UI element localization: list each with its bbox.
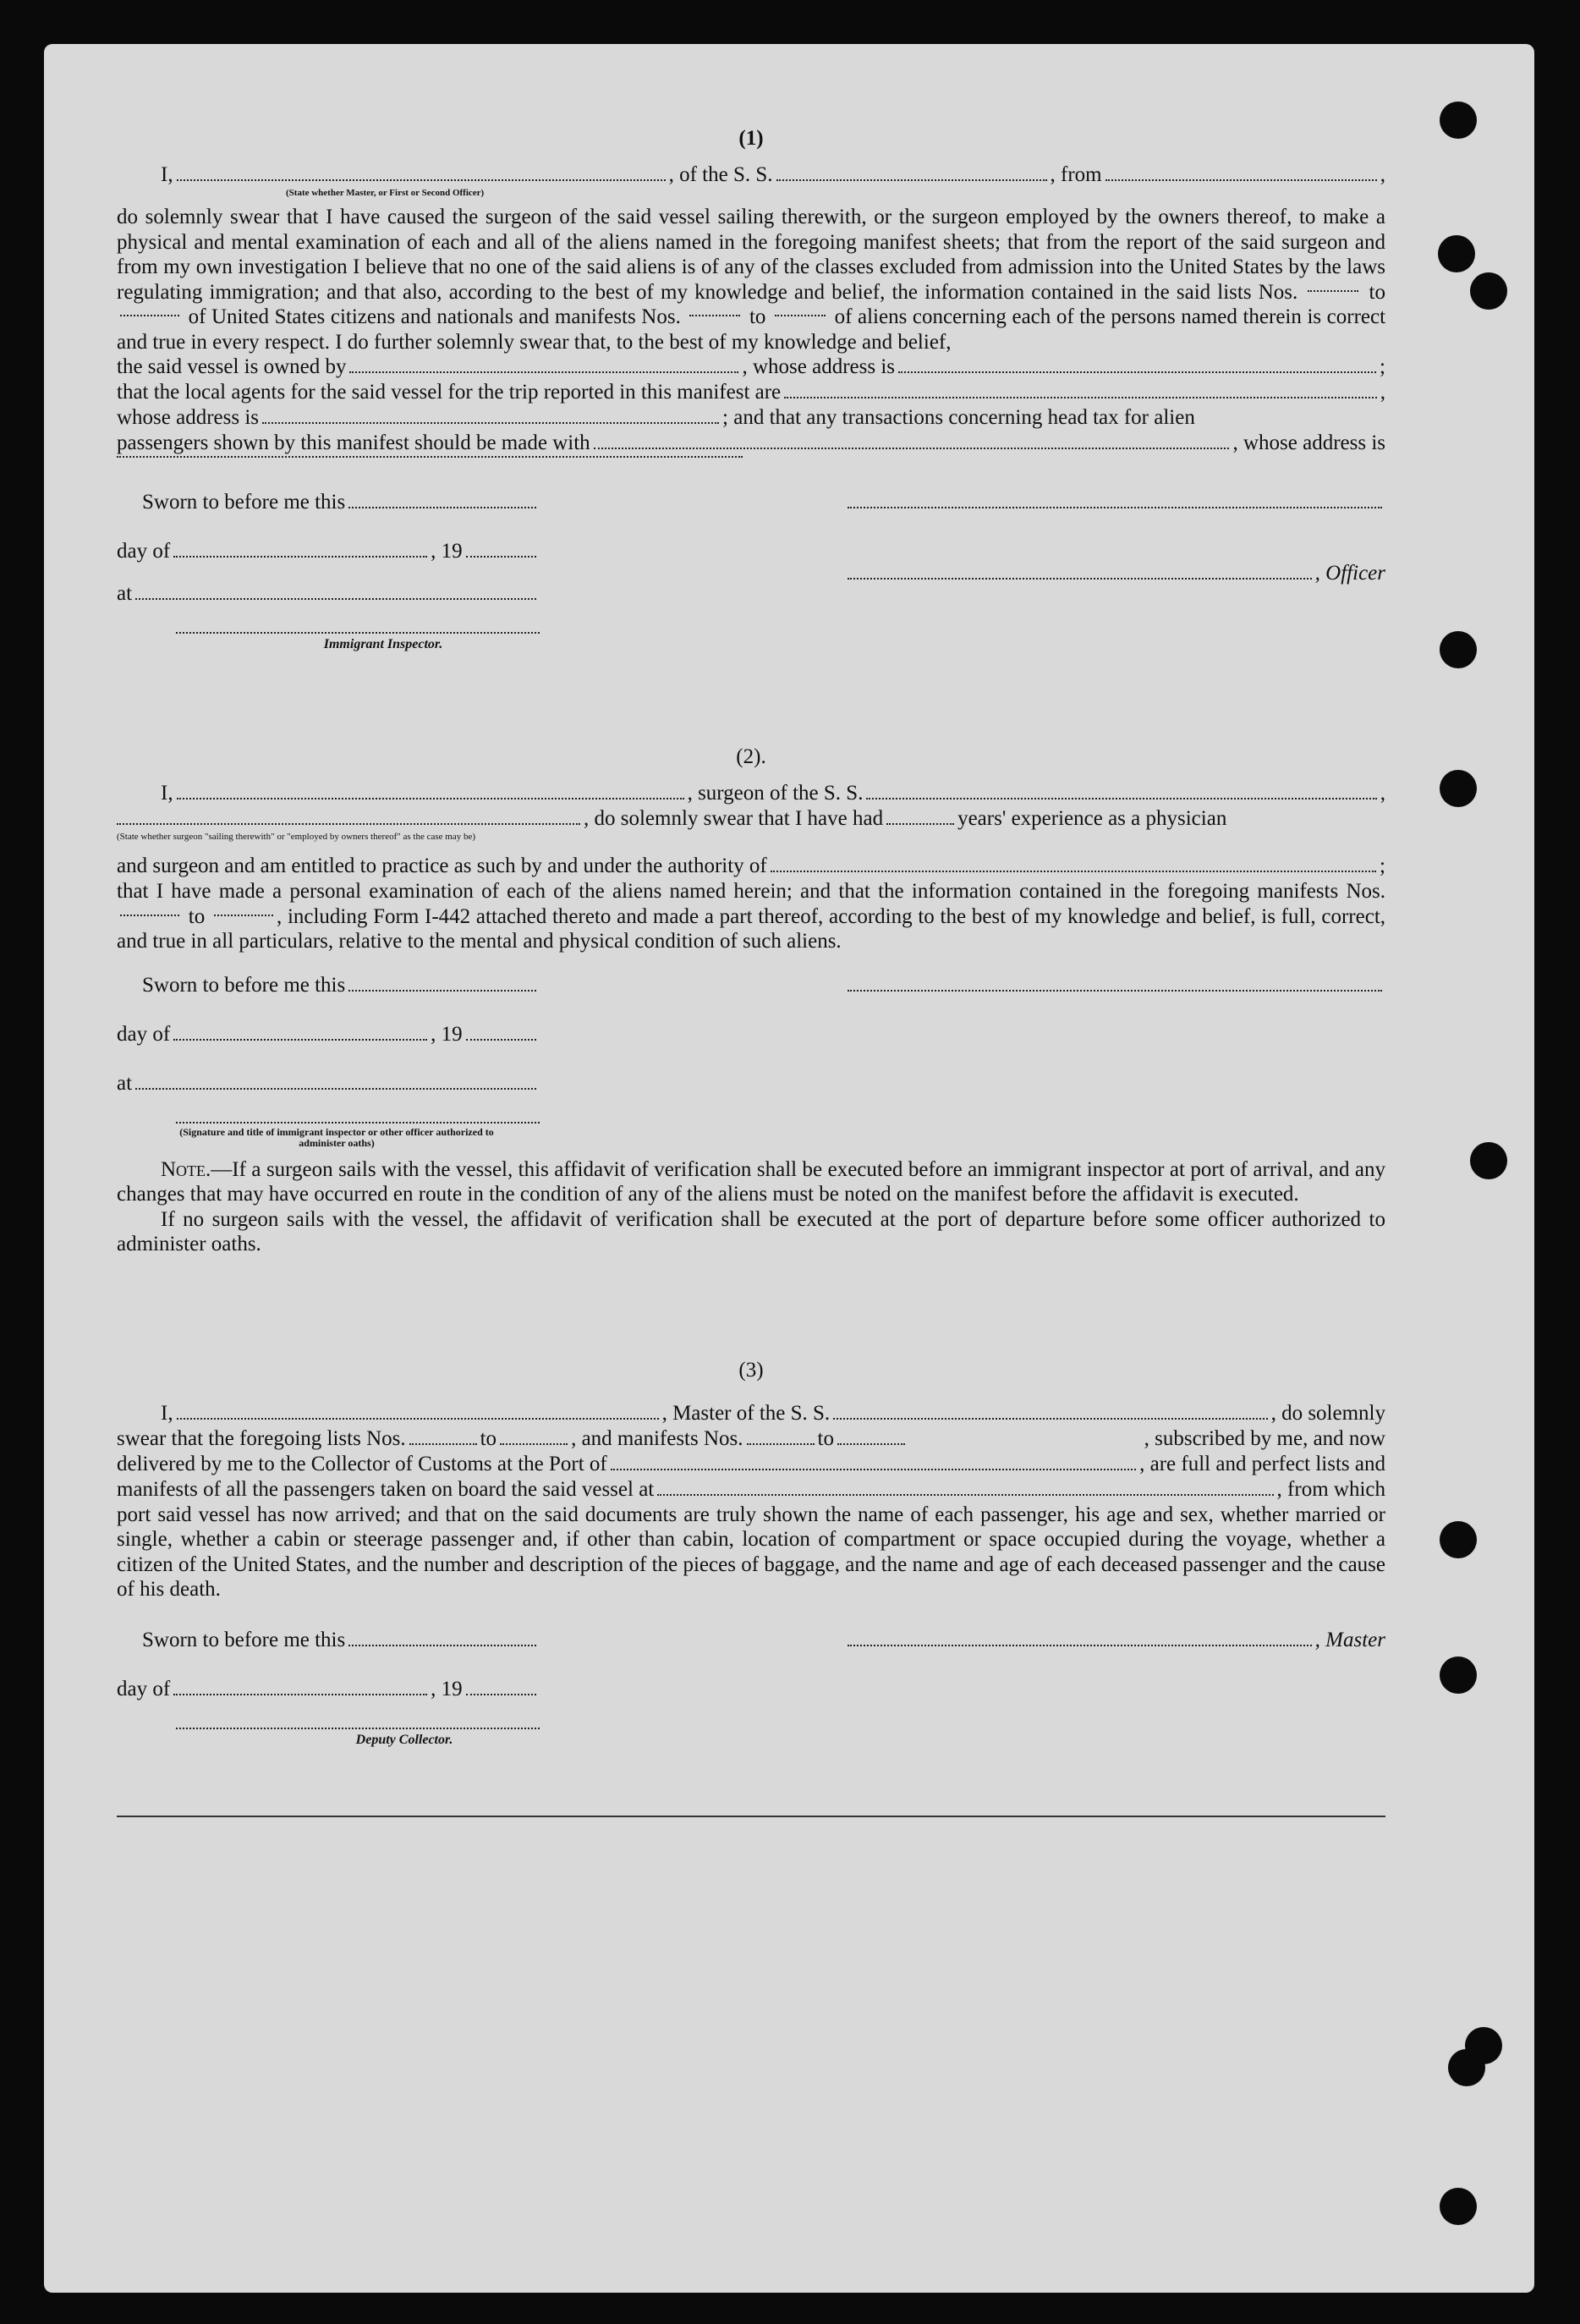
sworn-day-field-2[interactable] xyxy=(348,990,536,992)
authority-field[interactable] xyxy=(771,871,1376,872)
section-2-number: (2). xyxy=(736,745,766,768)
deputy-collector-caption: Deputy Collector. xyxy=(355,1732,453,1747)
vessel-name-field[interactable] xyxy=(776,179,1047,181)
head-tax-agent-field[interactable] xyxy=(594,448,1230,449)
punch-hole xyxy=(1440,1521,1477,1558)
punch-hole xyxy=(1440,631,1477,668)
month-field-3[interactable] xyxy=(173,1694,427,1695)
sworn-day-field[interactable] xyxy=(348,507,536,508)
master-manifests-to-field[interactable] xyxy=(837,1443,905,1445)
master-vessel-field[interactable] xyxy=(833,1418,1267,1420)
section-1-at-row: at xyxy=(117,581,540,607)
section-2-oath-text: that I have made a personal examination of each of the aliens named herein; and that the information contained in the foregoing manifests Nos. to , including Form I-442 attached thereto and made a part thereof, according to the best of my knowledge and belief, is full, correct, and true in all particulars, relative to the mental and physical condition of such aliens. xyxy=(117,880,1386,953)
section-2-years-line: , do solemnly swear that I have had years' experience as a physician xyxy=(117,806,1385,832)
agents-line: that the local agents for the said vessel for the trip reported in this manifest are , xyxy=(117,381,1385,404)
master-name-field[interactable] xyxy=(177,1418,659,1420)
section-3-number: (3) xyxy=(738,1358,764,1382)
section-1-day-of-row: day of , 19 xyxy=(117,539,540,564)
collector-port-field[interactable] xyxy=(611,1469,1136,1470)
lists-to-field[interactable] xyxy=(120,315,179,316)
master-manifests-from-field[interactable] xyxy=(747,1443,815,1445)
surgeon-name-field[interactable] xyxy=(177,798,684,799)
place-field[interactable] xyxy=(135,598,536,600)
master-signature-field[interactable] xyxy=(848,1645,1312,1646)
officer-name-field[interactable] xyxy=(177,179,666,181)
deputy-collector-block xyxy=(117,1728,540,1748)
footer-rule xyxy=(117,1816,1385,1817)
head-tax-address-line xyxy=(117,456,1385,464)
officer-title-field[interactable] xyxy=(848,578,1312,580)
section-1-officer-row: , Officer xyxy=(117,561,1385,586)
section-2-at-row: at xyxy=(117,1071,540,1096)
inspector-signature-block xyxy=(117,632,540,652)
agents-field[interactable] xyxy=(784,397,1377,398)
section-3-day-of-row: day of , 19 xyxy=(117,1677,540,1702)
section-1-oath-text: do solemnly swear that I have caused the surgeon of the said vessel sailing therewith, or the surgeon employed by the owners thereof, to make a physical and mental examination of each and all of the aliens named in the foregoing manifest sheets; that from the report of the said surgeon and from my own investigation I believe that no one of the said aliens is of any of the classes excluded from admission into the United States by the laws regulating immigration; and that also, according to the best of my knowledge and belief, the information contained in the said lists Nos. to of United States citizens and nationals and manifests Nos. to of aliens concerning each of the persons named therein is correct and true in every respect. I do further solemnly swear that, to the best of my knowledge and belief, xyxy=(117,206,1386,354)
punch-hole xyxy=(1470,1142,1507,1179)
year-field-3[interactable] xyxy=(466,1694,536,1695)
deputy-collector-signature-field[interactable] xyxy=(176,1728,540,1729)
owner-address-field[interactable] xyxy=(898,371,1376,373)
surgeon-status-field[interactable] xyxy=(117,823,580,825)
manifests-to-field[interactable] xyxy=(775,315,826,316)
month-field-2[interactable] xyxy=(173,1039,427,1041)
section-1-officer-line: I, , of the S. S. , from , xyxy=(161,163,1385,186)
section-3-boarding-line: manifests of all the passengers taken on board the said vessel at , from which xyxy=(117,1477,1385,1501)
oath-officer-signature-block xyxy=(117,1122,540,1149)
surgeon-hint: (State whether surgeon "sailing therewith" or "employed by owners thereof" as the case may be) xyxy=(117,832,476,842)
surgeon-signature-field[interactable] xyxy=(848,990,1382,992)
boarding-port-field[interactable] xyxy=(657,1494,1273,1496)
officer-signature-field[interactable] xyxy=(848,507,1382,508)
section-2-sworn-row: Sworn to before me this xyxy=(117,973,1385,998)
lists-from-field[interactable] xyxy=(1308,290,1358,292)
section-3-port-line: delivered by me to the Collector of Customs at the Port of , are full and perfect lists and xyxy=(117,1452,1385,1475)
year-field[interactable] xyxy=(466,556,536,558)
year-field-2[interactable] xyxy=(466,1039,536,1041)
head-tax-line: passengers shown by this manifest should be made with , whose address is xyxy=(117,431,1385,454)
master-lists-from-field[interactable] xyxy=(409,1443,477,1445)
owner-line: the said vessel is owned by , whose address is ; xyxy=(117,355,1385,378)
section-1-sworn-row: Sworn to before me this xyxy=(117,490,1385,515)
punch-hole xyxy=(1440,2188,1477,2225)
section-3-lists-line: swear that the foregoing lists Nos. to , and manifests Nos. to , subscribed by me, and now xyxy=(117,1426,1385,1450)
years-field[interactable] xyxy=(886,823,954,825)
oath-officer-caption: (Signature and title of immigrant inspector or other officer authorized to administer oaths) xyxy=(179,1125,494,1149)
section-3-sworn-row: Sworn to before me this , Master xyxy=(142,1628,1385,1651)
month-field[interactable] xyxy=(173,556,427,558)
surgeon-vessel-field[interactable] xyxy=(866,798,1376,799)
surgeon-manifests-from-field[interactable] xyxy=(120,915,179,916)
surgeon-manifests-to-field[interactable] xyxy=(214,915,273,916)
section-1-number: (1) xyxy=(738,127,764,150)
inspector-signature-field[interactable] xyxy=(176,632,540,634)
sworn-day-field-3[interactable] xyxy=(348,1645,536,1646)
authority-line: and surgeon and am entitled to practice as such by and under the authority of ; xyxy=(117,854,1385,877)
affidavit-form xyxy=(117,127,1385,1817)
agents-address-line: whose address is ; and that any transactions concerning head tax for alien xyxy=(117,406,1195,429)
surgeon-note: Note.—If a surgeon sails with the vessel, this affidavit of verification shall be executed before an immigrant inspector at port of arrival, and any changes that may have occurred en route in the condition of any of the aliens must be noted on the manifest before the affidavit is executed. xyxy=(117,1157,1385,1206)
inspector-caption: Immigrant Inspector. xyxy=(323,637,443,651)
agents-address-field[interactable] xyxy=(262,422,719,424)
manifests-from-field[interactable] xyxy=(689,315,740,316)
punch-hole xyxy=(1440,102,1477,139)
section-2-surgeon-line: I, , surgeon of the S. S. , xyxy=(161,782,1385,805)
punch-hole xyxy=(1438,235,1475,272)
punch-hole xyxy=(1440,1656,1477,1694)
place-field-2[interactable] xyxy=(135,1088,536,1090)
oath-officer-signature-field[interactable] xyxy=(176,1122,540,1124)
section-2-day-of-row: day of , 19 xyxy=(117,1022,540,1047)
punch-hole xyxy=(1448,2049,1485,2086)
section-3-master-line: I, , Master of the S. S. , do solemnly xyxy=(161,1401,1385,1425)
punch-hole xyxy=(1440,770,1477,807)
no-surgeon-note: If no surgeon sails with the vessel, the affidavit of verification shall be executed at the port of departure before some officer authorized to administer oaths. xyxy=(117,1207,1385,1255)
punch-hole xyxy=(1470,272,1507,310)
officer-hint: (State whether Master, or First or Second Officer) xyxy=(286,188,485,198)
departure-port-field[interactable] xyxy=(1105,179,1377,181)
owner-field[interactable] xyxy=(349,371,738,373)
section-3-oath-text: port said vessel has now arrived; and that on the said documents are truly shown the name of each passenger, his age and sex, whether married or single, whether a cabin or steerage passenger and, if other than cabin, location of compartment or space occupied during the voyage, whether a citizen of the United States, and the number and description of the pieces of baggage, and the name and age of each deceased passenger and the cause of his death. xyxy=(117,1503,1385,1601)
head-tax-address-field[interactable] xyxy=(117,456,743,458)
master-lists-to-field[interactable] xyxy=(500,1443,568,1445)
